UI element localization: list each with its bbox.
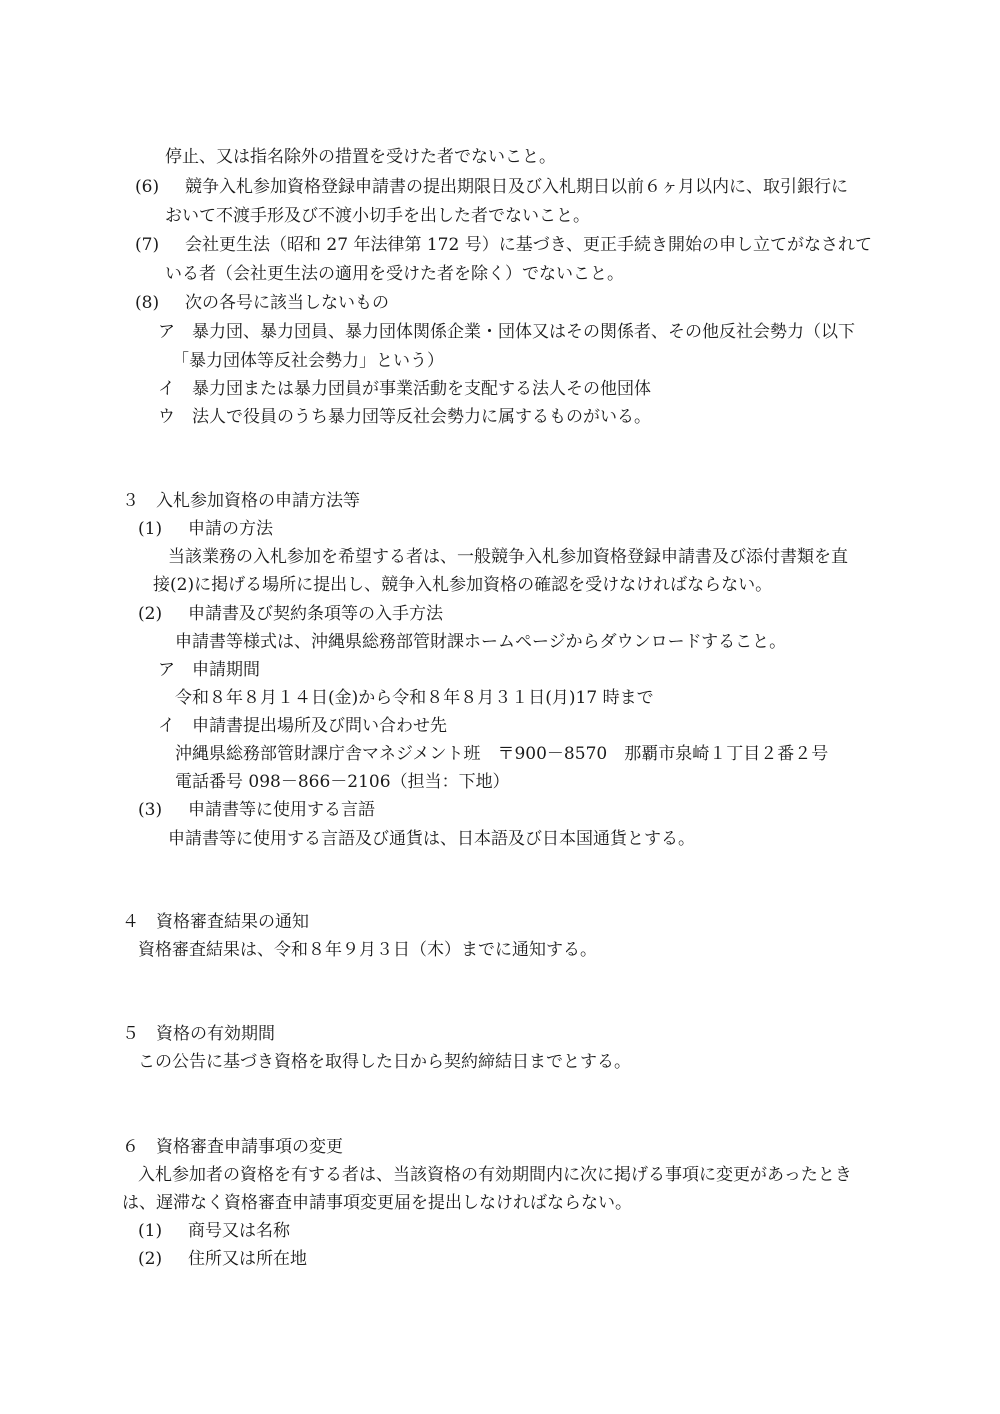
item-6-2 [138, 1248, 307, 1270]
item-3-1 [138, 518, 273, 540]
item-text: 会社更生法（昭和 27 年法律第 172 号）に基づき、更正手続き開始の申し立てがなされて [185, 235, 873, 255]
item-text: 次の各号に該当しないもの [185, 293, 389, 313]
item-number: (7) [135, 235, 160, 255]
sub-item-u: ウ 法人で役員のうち暴力団等反社会勢力に属するものがいる。 [158, 407, 651, 427]
item-text: 申請書及び契約条項等の入手方法 [188, 604, 443, 624]
sub-item-a: ア 暴力団、暴力団員、暴力団体関係企業・団体又はその関係者、その他反社会勢力（以下 [158, 322, 855, 342]
item-number: (1) [138, 519, 163, 539]
section-3-heading: ３ 入札参加資格の申請方法等 [122, 491, 360, 511]
text-line: は、遅滞なく資格審査申請事項変更届を提出しなければならない。 [122, 1193, 632, 1213]
item-6 [135, 176, 848, 198]
item-number: (2) [138, 604, 163, 624]
item-number: (1) [138, 1221, 163, 1241]
section-5-heading: ５ 資格の有効期間 [122, 1024, 275, 1044]
text-line: 停止、又は指名除外の措置を受けた者でないこと。 [165, 147, 556, 167]
text-line: 資格審査結果は、令和８年９月３日（木）までに通知する。 [138, 940, 597, 960]
section-6-heading: ６ 資格審査申請事項の変更 [122, 1137, 343, 1157]
sub-item-a-heading: ア 申請期間 [158, 660, 260, 680]
item-text: 商号又は名称 [188, 1221, 290, 1241]
section-4-heading: ４ 資格審査結果の通知 [122, 912, 309, 932]
text-line: いる者（会社更生法の適用を受けた者を除く）でないこと。 [165, 264, 624, 284]
item-text: 申請の方法 [188, 519, 273, 539]
contact-phone: 電話番号 098－866－2106（担当：下地） [175, 772, 510, 792]
item-number: (8) [135, 293, 160, 313]
item-number: (3) [138, 800, 163, 820]
item-text: 住所又は所在地 [188, 1249, 307, 1269]
sub-item-i-heading: イ 申請書提出場所及び問い合わせ先 [158, 716, 447, 736]
text-line: この公告に基づき資格を取得した日から契約締結日までとする。 [138, 1052, 631, 1072]
item-text: 競争入札参加資格登録申請書の提出期限日及び入札期日以前６ヶ月以内に、取引銀行に [185, 177, 848, 197]
text-line: おいて不渡手形及び不渡小切手を出した者でないこと。 [165, 206, 590, 226]
text-line: 申請書等様式は、沖縄県総務部管財課ホームページからダウンロードすること。 [175, 632, 787, 652]
item-number: (6) [135, 177, 160, 197]
item-8 [135, 292, 389, 314]
text-line: 接(2)に掲げる場所に提出し、競争入札参加資格の確認を受けなければならない。 [153, 575, 773, 595]
sub-item-i: イ 暴力団または暴力団員が事業活動を支配する法人その他団体 [158, 379, 651, 399]
item-3-3 [138, 799, 375, 821]
application-period: 令和８年８月１４日(金)から令和８年８月３１日(月)17 時まで [175, 688, 654, 708]
item-text: 申請書等に使用する言語 [188, 800, 375, 820]
text-line: 入札参加者の資格を有する者は、当該資格の有効期間内に次に掲げる事項に変更があったとき [138, 1165, 852, 1185]
contact-address: 沖縄県総務部管財課庁舎マネジメント班 〒900－8570 那覇市泉崎１丁目２番２号 [175, 744, 829, 764]
text-line: 当該業務の入札参加を希望する者は、一般競争入札参加資格登録申請書及び添付書類を直 [168, 547, 848, 567]
text-line: 「暴力団体等反社会勢力」という） [172, 351, 444, 371]
item-3-2 [138, 603, 443, 625]
text-line: 申請書等に使用する言語及び通貨は、日本語及び日本国通貨とする。 [168, 829, 695, 849]
item-6-1 [138, 1220, 290, 1242]
item-7 [135, 234, 872, 256]
item-number: (2) [138, 1249, 163, 1269]
